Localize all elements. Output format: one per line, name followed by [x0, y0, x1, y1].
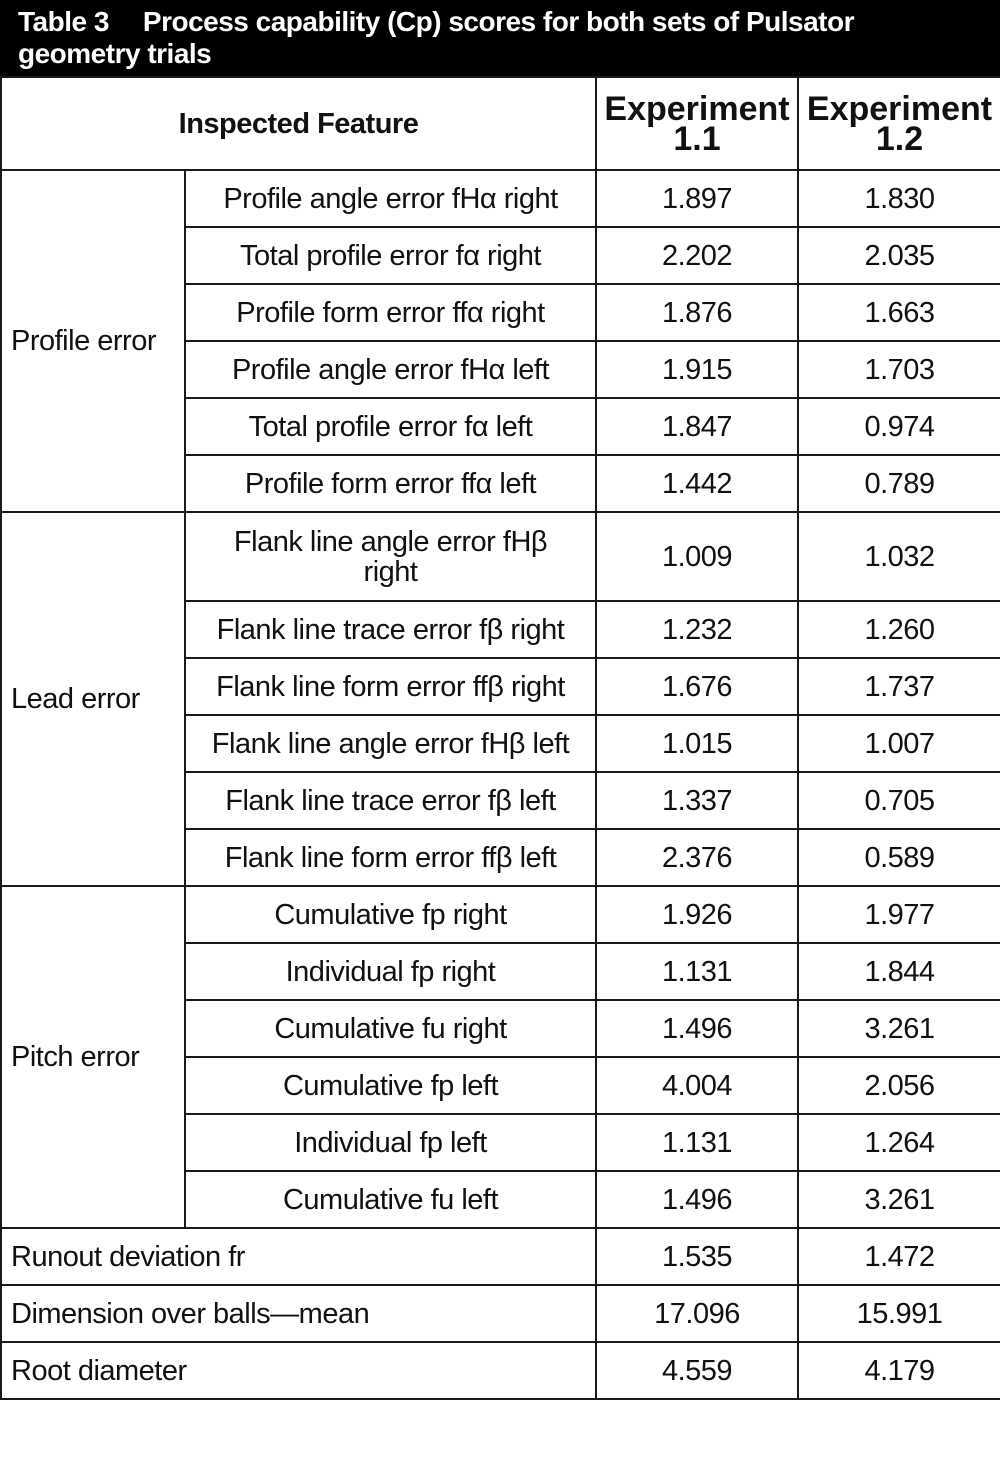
table-title-line2: geometry trials: [18, 38, 212, 69]
exp12-cell: 0.589: [798, 829, 1000, 886]
exp11-cell: 2.376: [596, 829, 798, 886]
exp12-cell: 1.663: [798, 284, 1000, 341]
exp11-cell: 1.535: [596, 1228, 798, 1285]
exp12-cell: 1.977: [798, 886, 1000, 943]
feature-cell: Cumulative fu right: [185, 1000, 596, 1057]
group-label-profile-error: Profile error: [1, 170, 185, 512]
feature-cell: Flank line form error ffβ left: [185, 829, 596, 886]
feature-cell: Individual fp right: [185, 943, 596, 1000]
exp11-cell: 1.676: [596, 658, 798, 715]
feature-cell-dimension-over-balls: Dimension over balls—mean: [1, 1285, 596, 1342]
table-caption: [0, 0, 1000, 76]
feature-cell: Individual fp left: [185, 1114, 596, 1171]
feature-cell: Flank line angle error fHβ right: [185, 512, 596, 601]
table-row: [1, 1285, 1000, 1342]
exp12-cell: 1.844: [798, 943, 1000, 1000]
exp11-cell: 1.015: [596, 715, 798, 772]
exp12-cell: 1.032: [798, 512, 1000, 601]
exp12-cell: 3.261: [798, 1171, 1000, 1228]
exp12-cell: 1.260: [798, 601, 1000, 658]
exp11-cell: 1.926: [596, 886, 798, 943]
exp12-cell: 1.472: [798, 1228, 1000, 1285]
feature-cell: Profile form error ffα right: [185, 284, 596, 341]
exp12-cell: 1.830: [798, 170, 1000, 227]
exp12-cell: 1.737: [798, 658, 1000, 715]
feature-cell: Cumulative fp right: [185, 886, 596, 943]
exp11-cell: 1.496: [596, 1171, 798, 1228]
exp11-cell: 4.004: [596, 1057, 798, 1114]
exp12-cell: 4.179: [798, 1342, 1000, 1399]
feature-cell-runout: Runout deviation fr: [1, 1228, 596, 1285]
header-experiment-1-1: Experiment 1.1: [596, 77, 798, 170]
header-row: [1, 77, 1000, 170]
exp11-cell: 1.009: [596, 512, 798, 601]
group-label-pitch-error: Pitch error: [1, 886, 185, 1228]
exp11-cell: 1.131: [596, 1114, 798, 1171]
feature-cell: Total profile error fα left: [185, 398, 596, 455]
feature-cell: Profile form error ffα left: [185, 455, 596, 512]
exp11-cell: 1.915: [596, 341, 798, 398]
table-label: Table 3: [18, 6, 109, 37]
table-title-line1: Process capability (Cp) scores for both sets of Pulsator: [142, 6, 854, 37]
exp12-cell: 0.705: [798, 772, 1000, 829]
exp11-cell: 2.202: [596, 227, 798, 284]
exp12-cell: 0.789: [798, 455, 1000, 512]
header-experiment-1-2: Experiment 1.2: [798, 77, 1000, 170]
exp11-cell: 1.897: [596, 170, 798, 227]
table-row: [1, 886, 1000, 943]
table-row: [1, 512, 1000, 601]
feature-cell: Flank line form error ffβ right: [185, 658, 596, 715]
table-row: [1, 1228, 1000, 1285]
exp11-cell: 1.232: [596, 601, 798, 658]
header-inspected-feature: Inspected Feature: [1, 77, 596, 170]
exp11-cell: 4.559: [596, 1342, 798, 1399]
exp12-cell: 1.703: [798, 341, 1000, 398]
group-label-lead-error: Lead error: [1, 512, 185, 886]
exp11-cell: 1.131: [596, 943, 798, 1000]
exp11-cell: 1.442: [596, 455, 798, 512]
feature-cell: Flank line angle error fHβ left: [185, 715, 596, 772]
exp12-cell: 3.261: [798, 1000, 1000, 1057]
feature-cell-root-diameter: Root diameter: [1, 1342, 596, 1399]
feature-cell: Profile angle error fHα left: [185, 341, 596, 398]
feature-cell: Flank line trace error fβ left: [185, 772, 596, 829]
table-row: [1, 1342, 1000, 1399]
feature-cell: Flank line trace error fβ right: [185, 601, 596, 658]
exp11-cell: 1.876: [596, 284, 798, 341]
exp12-cell: 2.056: [798, 1057, 1000, 1114]
exp12-cell: 0.974: [798, 398, 1000, 455]
table-row: [1, 170, 1000, 227]
feature-cell: Profile angle error fHα right: [185, 170, 596, 227]
exp11-cell: 1.847: [596, 398, 798, 455]
exp11-cell: 1.337: [596, 772, 798, 829]
exp11-cell: 1.496: [596, 1000, 798, 1057]
feature-cell: Total profile error fα right: [185, 227, 596, 284]
feature-cell: Cumulative fp left: [185, 1057, 596, 1114]
exp12-cell: 1.264: [798, 1114, 1000, 1171]
exp12-cell: 15.991: [798, 1285, 1000, 1342]
exp12-cell: 2.035: [798, 227, 1000, 284]
feature-cell: Cumulative fu left: [185, 1171, 596, 1228]
exp11-cell: 17.096: [596, 1285, 798, 1342]
cp-table: [0, 76, 1000, 1400]
exp12-cell: 1.007: [798, 715, 1000, 772]
